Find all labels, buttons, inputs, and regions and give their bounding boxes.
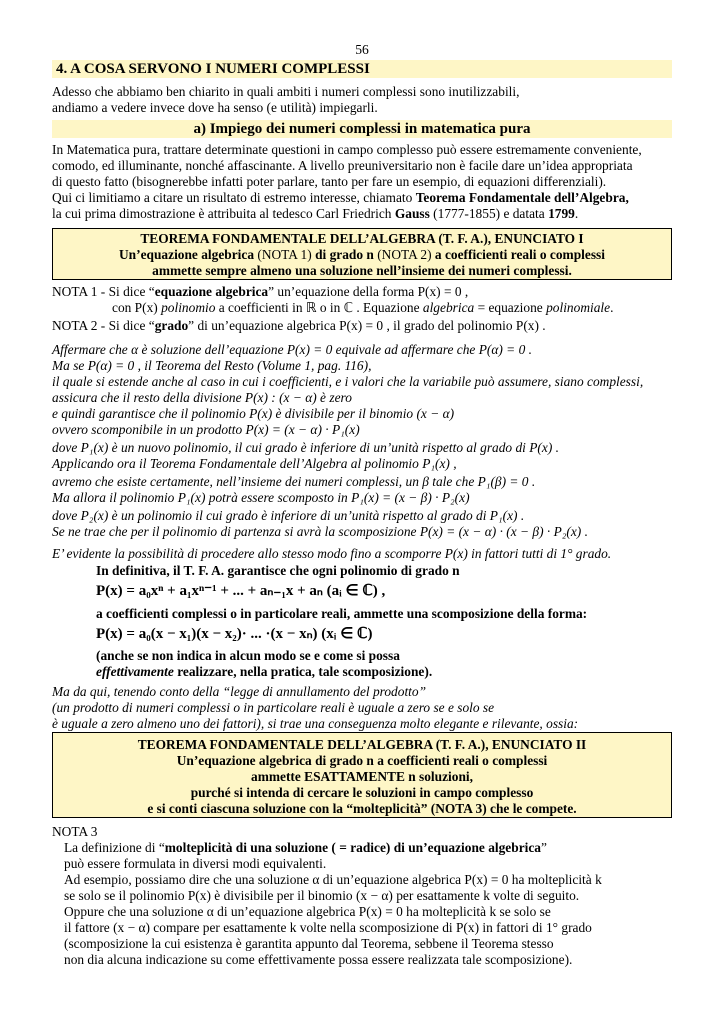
- nota-3-line: non dia alcuna indicazione su come effettivamente possa essere realizzata tale scomposizione).: [64, 952, 573, 967]
- proof-line: dove P₁(x) è un nuovo polinomio, il cui grado è inferiore di un’unità rispetto al grado di P(x) .: [52, 440, 559, 455]
- proof-line: Ma allora il polinomio P₁(x) potrà essere scomposto in P₁(x) = (x − β) · P₂(x): [52, 490, 470, 505]
- nota-1-continued: con P(x) polinomio a coefficienti in ℝ o in ℂ . Equazione algebrica = equazione polinomiale.: [112, 300, 614, 315]
- factorization-formula: P(x) = a₀(x − x₁)(x − x₂)· ... ·(x − xₙ) (xᵢ ∈ ℂ): [96, 626, 373, 642]
- proof-line: e quindi garantisce che il polinomio P(x) è divisibile per il binomio (x − α): [52, 406, 455, 421]
- nota-3-line: Oppure che una soluzione α di un’equazione algebrica P(x) = 0 ha molteplicità k se solo se: [64, 904, 551, 919]
- nota-2-ref: (NOTA 2): [377, 247, 432, 262]
- nota-3-line: La definizione di “molteplicità di una soluzione ( = radice) di un’equazione algebrica”: [64, 840, 547, 855]
- tfa-consequence: (anche se non indica in alcun modo se e come si possa: [96, 648, 400, 663]
- gauss-name: Gauss: [394, 206, 430, 221]
- theorem-statement: Un’equazione algebrica di grado n a coefficienti reali o complessi: [176, 753, 548, 768]
- paragraph-line: la cui prima dimostrazione è attribuita al tedesco Carl Friedrich Gauss (1777-1855) e datata 1799.: [52, 206, 579, 221]
- theorem-statement: purché si intenda di cercare le soluzioni in campo complesso: [190, 785, 534, 800]
- page-number: 56: [355, 42, 369, 57]
- proof-line: ovvero scomponibile in un prodotto P(x) = (x − α) · P₁(x): [52, 422, 360, 437]
- nota-3-line: Ad esempio, possiamo dire che una soluzione α di un’equazione algebrica P(x) = 0 ha molteplicità k: [64, 872, 602, 887]
- annullamento-line: (un prodotto di numeri complessi o in particolare reali è uguale a zero se e solo se: [52, 700, 495, 715]
- theorem-statement: ammette ESATTAMENTE n soluzioni,: [251, 769, 473, 784]
- nota-3-line: (scomposizione la cui esistenza è garantita appunto dal Teorema, sebbene il Teorema stesso: [64, 936, 554, 951]
- subsection-title: a) Impiego dei numeri complessi in matematica pura: [52, 120, 672, 138]
- tfa-consequence: In definitiva, il T. F. A. garantisce che ogni polinomio di grado n: [96, 563, 460, 578]
- proof-line: avremo che esiste certamente, nell’insieme dei numeri complessi, un β tale che P₁(β) = 0 .: [52, 474, 536, 489]
- theorem-title: TEOREMA FONDAMENTALE DELL’ALGEBRA (T. F. A.), ENUNCIATO II: [137, 737, 587, 752]
- proof-line: Affermare che α è soluzione dell’equazione P(x) = 0 equivale ad affermare che P(α) = 0 .: [52, 342, 532, 357]
- polynomial-formula: P(x) = a₀xⁿ + a₁xⁿ⁻¹ + ... + aₙ₋₁x + aₙ (aᵢ ∈ ℂ) ,: [96, 583, 386, 599]
- proof-line: Applicando ora il Teorema Fondamentale dell’Algebra al polinomio P₁(x) ,: [52, 456, 457, 471]
- theorem-box-2: [52, 732, 672, 818]
- nota-1-ref: (NOTA 1): [257, 247, 312, 262]
- year: 1799: [548, 206, 575, 221]
- paragraph-line: Qui ci limitiamo a citare un risultato di estremo interesse, chiamato Teorema Fondamentale dell’Algebra,: [52, 190, 629, 205]
- proof-line: il quale si estende anche al caso in cui i coefficienti, e i valori che la variabile può assumere, siano complessi,: [52, 374, 644, 389]
- paragraph-line: In Matematica pura, trattare determinate questioni in campo complesso può essere estremamente conveniente,: [52, 142, 642, 157]
- tfa-consequence: a coefficienti complessi o in particolare reali, ammette una scomposizione della forma:: [96, 606, 588, 621]
- theorem-statement: e si conti ciascuna soluzione con la “molteplicità” (NOTA 3) che le compete.: [147, 801, 577, 816]
- section-title: 4. A COSA SERVONO I NUMERI COMPLESSI: [52, 60, 672, 78]
- proof-line: dove P₂(x) è un polinomio il cui grado è inferiore di un’unità rispetto al grado di P₁(x) .: [52, 508, 525, 523]
- intro-line: Adesso che abbiamo ben chiarito in quali ambiti i numeri complessi sono inutilizzabili,: [52, 84, 520, 99]
- theorem-statement: ammette sempre almeno una soluzione nell’insieme dei numeri complessi.: [152, 263, 572, 278]
- theorem-title: TEOREMA FONDAMENTALE DELL’ALGEBRA (T. F. A.), ENUNCIATO I: [140, 231, 584, 246]
- proof-line: Ma se P(α) = 0 , il Teorema del Resto (Volume 1, pag. 116),: [52, 358, 372, 373]
- nota-1: NOTA 1 - Si dice “equazione algebrica” un’equazione della forma P(x) = 0 ,: [52, 284, 469, 299]
- theorem-name: Teorema Fondamentale dell’Algebra,: [415, 190, 629, 205]
- nota-3-label: NOTA 3: [52, 824, 98, 839]
- theorem-box-1: [52, 228, 672, 280]
- proof-line: assicura che il resto della divisione P(x) : (x − α) è zero: [52, 390, 352, 405]
- annullamento-line: Ma da qui, tenendo conto della “legge di annullamento del prodotto”: [52, 684, 427, 699]
- proof-line: E’ evidente la possibilità di procedere allo stesso modo fino a scomporre P(x) in fattori tutti di 1° grado.: [52, 546, 612, 561]
- nota-2: NOTA 2 - Si dice “grado” di un’equazione algebrica P(x) = 0 , il grado del polinomio P(x) .: [52, 318, 546, 333]
- intro-line: andiamo a vedere invece dove ha senso (e utilità) impiegarli.: [52, 100, 378, 115]
- tfa-consequence: effettivamente realizzare, nella pratica, tale scomposizione).: [96, 664, 433, 679]
- paragraph-line: comodo, ed illuminante, nonché affascinante. A livello preuniversitario non è facile dare un’idea appropriata: [52, 158, 633, 173]
- nota-3-line: il fattore (x − α) compare per esattamente k volte nella scomposizione di P(x) in fattori di 1° grado: [64, 920, 592, 935]
- nota-3-line: se solo se il polinomio P(x) è divisibile per il binomio (x − α) per esattamente k volte di seguito.: [64, 888, 580, 903]
- annullamento-line: è uguale a zero almeno uno dei fattori), si trae una conseguenza molto elegante e rilevante, ossia:: [52, 716, 579, 731]
- nota-3-line: può essere formulata in diversi modi equivalenti.: [64, 856, 327, 871]
- proof-line: Se ne trae che per il polinomio di partenza si avrà la scomposizione P(x) = (x − α) · (x − β) · P₂(x) .: [52, 524, 588, 539]
- theorem-statement: Un’equazione algebrica (NOTA 1) di grado n (NOTA 2) a coefficienti reali o complessi: [119, 247, 605, 262]
- paragraph-line: di questo fatto (bisognerebbe infatti poter parlare, tanto per fare un esempio, di equazioni differenziali).: [52, 174, 607, 189]
